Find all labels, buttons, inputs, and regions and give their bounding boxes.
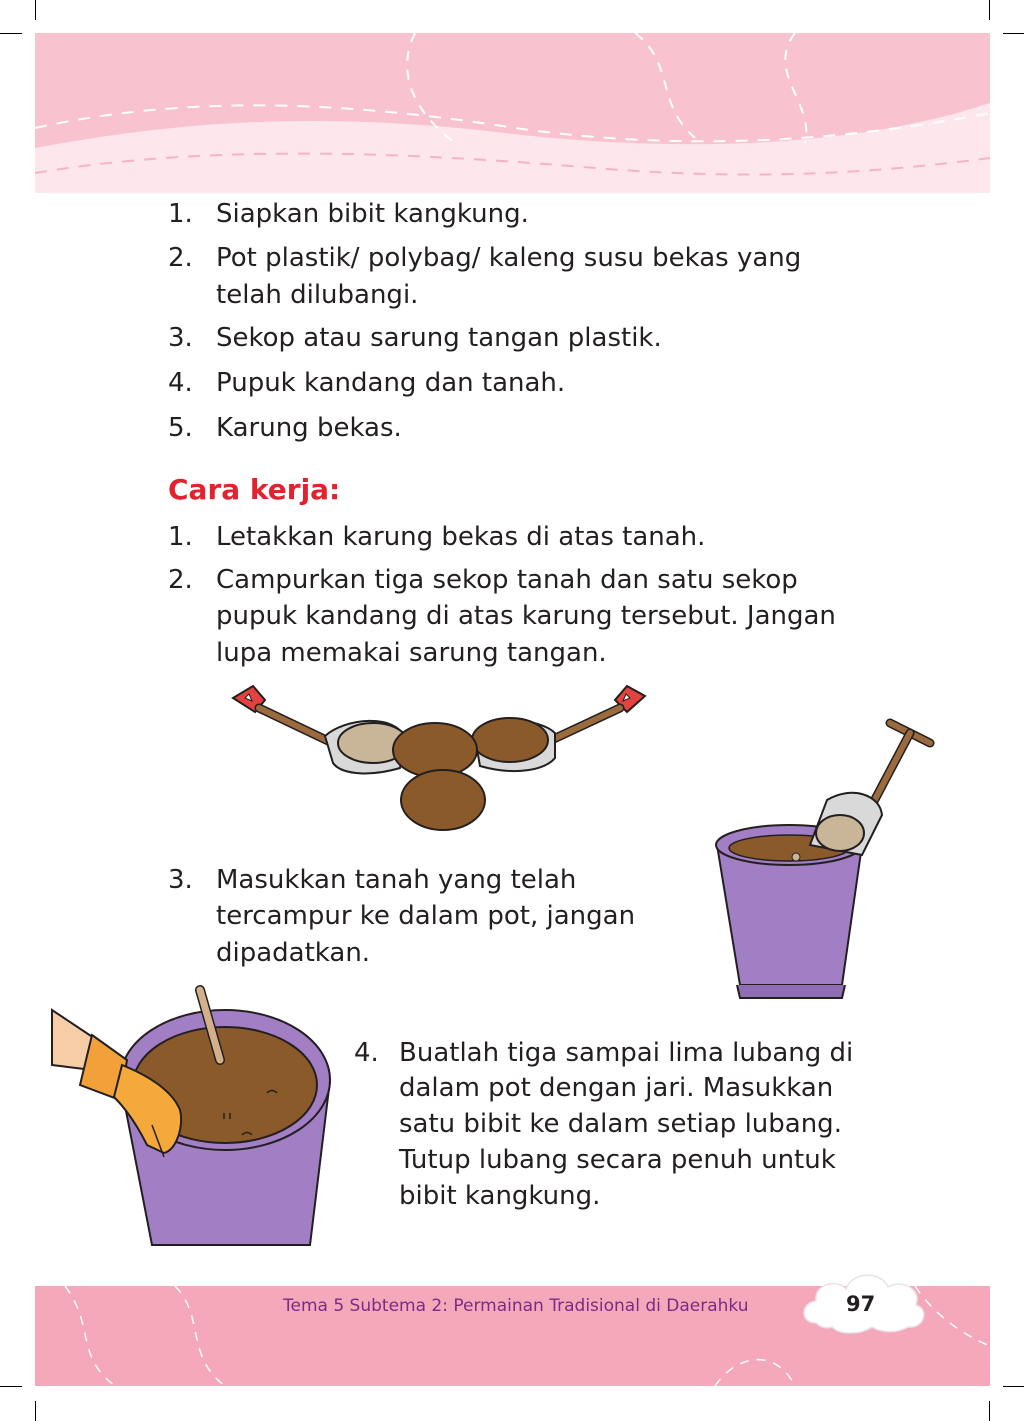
list-item: Pupuk kandang dan tanah.: [216, 368, 566, 398]
step-number: 3.: [168, 865, 193, 895]
list-item: telah dilubangi.: [216, 280, 419, 310]
step-text: pupuk kandang di atas karung tersebut. Jangan: [216, 601, 836, 631]
crop-mark: [0, 33, 22, 34]
step-text: Buatlah tiga sampai lima lubang di: [399, 1038, 854, 1068]
step-text: lupa memakai sarung tangan.: [216, 638, 607, 668]
shovels-soil-illustration: [225, 678, 665, 838]
step-text: Tutup lubang secara penuh untuk: [399, 1145, 836, 1175]
section-heading: Cara kerja:: [168, 473, 341, 506]
step-number: 1.: [168, 522, 193, 552]
footer-title: Tema 5 Subtema 2: Permainan Tradisional di Daerahku: [283, 1296, 749, 1316]
step-text: satu bibit ke dalam setiap lubang.: [399, 1109, 842, 1139]
crop-mark: [0, 1386, 22, 1387]
list-item: Sekop atau sarung tangan plastik.: [216, 323, 662, 353]
step-text: tercampur ke dalam pot, jangan: [216, 901, 636, 931]
list-item: Siapkan bibit kangkung.: [216, 199, 529, 229]
list-item: Pot plastik/ polybag/ kaleng susu bekas yang: [216, 243, 802, 273]
list-number: 1.: [168, 199, 193, 229]
list-item: Karung bekas.: [216, 413, 402, 443]
list-number: 2.: [168, 243, 193, 273]
page-number: 97: [846, 1292, 876, 1316]
step-text: dalam pot dengan jari. Masukkan: [399, 1073, 834, 1103]
crop-mark: [989, 0, 990, 20]
hand-planting-illustration: [52, 985, 347, 1255]
crop-mark: [35, 1401, 36, 1421]
step-number: 2.: [168, 565, 193, 595]
crop-mark: [989, 1401, 990, 1421]
crop-mark: [1003, 1386, 1024, 1387]
header-decoration: [35, 33, 990, 193]
step-number: 4.: [354, 1038, 379, 1068]
crop-mark: [35, 0, 36, 20]
pot-filling-illustration: [712, 715, 937, 1005]
list-number: 3.: [168, 323, 193, 353]
list-number: 4.: [168, 368, 193, 398]
step-text: Letakkan karung bekas di atas tanah.: [216, 522, 706, 552]
step-text: bibit kangkung.: [399, 1181, 601, 1211]
step-text: Masukkan tanah yang telah: [216, 865, 577, 895]
crop-mark: [1003, 33, 1024, 34]
step-text: Campurkan tiga sekop tanah dan satu sekop: [216, 565, 798, 595]
step-text: dipadatkan.: [216, 938, 371, 968]
list-number: 5.: [168, 413, 193, 443]
